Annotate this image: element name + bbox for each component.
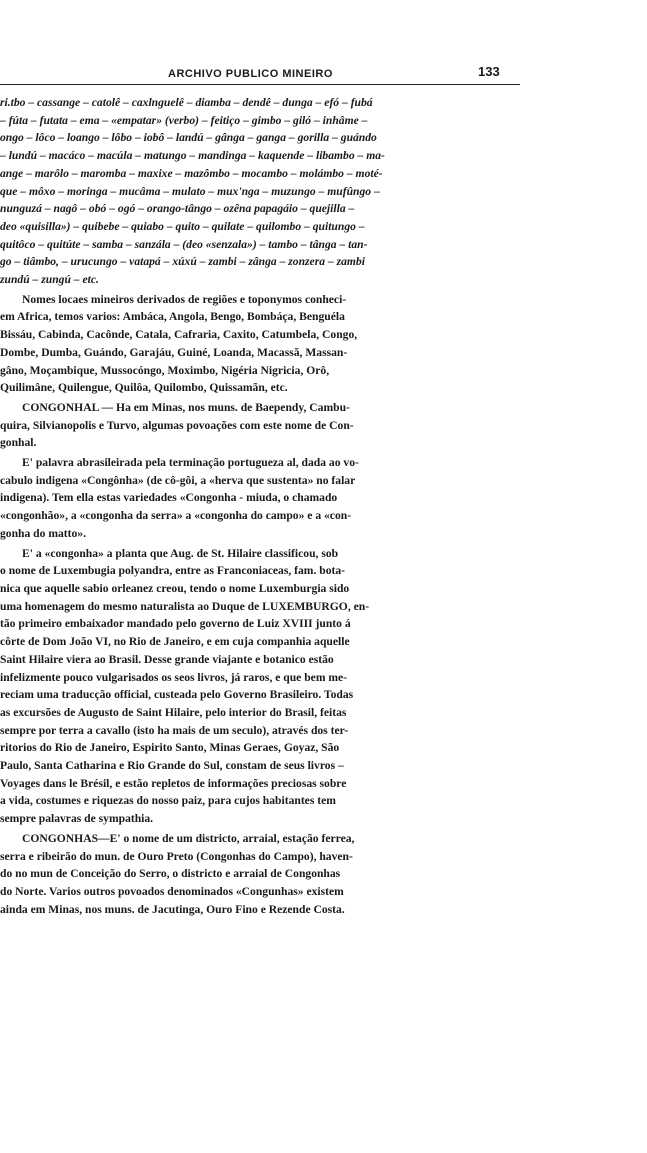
text-line: E' palavra abrasileirada pela terminação portugueza al, dada ao vo- bbox=[22, 456, 359, 470]
paragraph-congonhal bbox=[0, 399, 520, 452]
text-line: o nome de Luxembugia polyandra, entre as Franconiaceas, fam. bota- bbox=[0, 564, 346, 578]
text-line: quira, Silvianopolis e Turvo, algumas povoações com este nome de Con- bbox=[0, 418, 354, 432]
text-line: a vida, costumes e riquezas do nosso paiz, para cujos habitantes tem bbox=[0, 794, 336, 808]
paragraph-congonhas bbox=[0, 830, 520, 919]
word-list-line: – lundú – macáco – macúla – matungo – mandinga – kaquende – libambo – ma- bbox=[0, 149, 385, 163]
word-list-line: ange – marôlo – maromba – maxixe – mazômbo – mocambo – molámbo – moté- bbox=[0, 166, 383, 180]
paragraph-etymology bbox=[0, 454, 520, 543]
word-list-line: go – tiâmbo, – urucungo – vatapá – xúxú – zambi – zânga – zonzera – zambi bbox=[0, 255, 365, 269]
word-list-line: – fúta – futata – ema – «empatar» (verbo) – feitiço – gimbo – giló – inhâme – bbox=[0, 113, 368, 127]
text-line: cabulo indigena «Congônha» (de cô-gôi, a «herva que sustenta» no falar bbox=[0, 473, 356, 487]
text-line: indigena). Tem ella estas variedades «Congonha - miuda, o chamado bbox=[0, 491, 338, 505]
text-line: côrte de Dom João VI, no Rio de Janeiro, e em cuja companhia aquelle bbox=[0, 635, 350, 649]
paragraph-toponyms bbox=[0, 291, 520, 397]
text-line: CONGONHAS—E' o nome de um districto, arraial, estação ferrea, bbox=[22, 831, 355, 845]
word-list-line: deo «quisilla») – quibebe – quiabo – quito – quilate – quilombo – quitungo – bbox=[0, 219, 365, 233]
text-line: E' a «congonha» a planta que Aug. de St. Hilaire classificou, sob bbox=[22, 546, 339, 560]
text-line: CONGONHAL — Ha em Minas, nos muns. de Baependy, Cambu- bbox=[22, 400, 350, 414]
text-line: infelizmente pouco vulgarisados os seos livros, já raros, e que bem me- bbox=[0, 670, 348, 684]
paragraph-saint-hilaire bbox=[0, 545, 520, 828]
text-line: as excursões de Augusto de Saint Hilaire, pelo interior do Brasil, feitas bbox=[0, 705, 347, 719]
word-list-line: quitôco – quitúte – samba – sanzála – (deo «senzala») – tambo – tânga – tan- bbox=[0, 237, 368, 251]
text-line: sempre palavras de sympathia. bbox=[0, 812, 154, 826]
text-line: uma homenagem do mesmo naturalista ao Duque de LUXEMBURGO, en- bbox=[0, 599, 370, 613]
text-line: reciam uma traducção official, custeada pelo Governo Brasileiro. Todas bbox=[0, 688, 354, 702]
word-list-line: ri.tbo – cassange – catolê – caxlnguelê – diamba – dendê – dunga – efó – fubá bbox=[0, 96, 373, 109]
text-line: do no mun de Conceição do Serro, o districto e arraial de Congonhas bbox=[0, 867, 341, 881]
text-line: Dombe, Dumba, Guándo, Garajáu, Guiné, Loanda, Macassã, Massan- bbox=[0, 345, 348, 359]
word-list-line: ongo – lôco – loango – lôbo – iobô – landú – gânga – ganga – gorilla – guándo bbox=[0, 131, 377, 145]
text-line: Quilimâne, Quilengue, Quilôa, Quilombo, Quissamãn, etc. bbox=[0, 381, 288, 395]
text-line: do Norte. Varios outros povoados denominados «Congunhas» existem bbox=[0, 884, 344, 898]
text-line: Voyages dans le Brésil, e estão repletos de informações preciosas sobre bbox=[0, 776, 347, 790]
text-line: tão primeiro embaixador mandado pelo governo de Luiz XVIII junto á bbox=[0, 617, 351, 631]
text-line: serra e ribeirão do mun. de Ouro Preto (Congonhas do Campo), haven- bbox=[0, 849, 353, 863]
word-list bbox=[0, 94, 520, 289]
text-line: ainda em Minas, nos muns. de Jacutinga, Ouro Fino e Rezende Costa. bbox=[0, 902, 345, 916]
text-line: Bissáu, Cabinda, Cacônde, Catala, Cafraria, Caxito, Catumbela, Congo, bbox=[0, 328, 358, 342]
text-line: gonha do matto». bbox=[0, 526, 86, 540]
word-list-line: zundú – zungú – etc. bbox=[0, 273, 99, 287]
text-line: Saint Hilaire viera ao Brasil. Desse grande viajante e botanico estão bbox=[0, 652, 334, 666]
word-list-line: que – môxo – moringa – mucâma – mulato – mux'nga – muzungo – mufûngo – bbox=[0, 184, 380, 198]
text-line: nica que aquelle sabio orleanez creou, tendo o nome Luxemburgia sido bbox=[0, 581, 350, 595]
text-line: gonhal. bbox=[0, 436, 37, 450]
text-line: em Africa, temos varios: Ambáca, Angola, Bengo, Bombáça, Benguéla bbox=[0, 310, 345, 324]
text-line: «congonhão», a «congonha da serra» a «congonha do campo» e a «con- bbox=[0, 509, 352, 523]
text-line: gâno, Moçambique, Mussocóngo, Moximbo, Nigéria Nigricia, Orô, bbox=[0, 363, 330, 377]
page-number: 133 bbox=[478, 64, 500, 79]
text-line: Paulo, Santa Catharina e Rio Grande do Sul, constam de seus livros – bbox=[0, 759, 344, 773]
page-header bbox=[0, 62, 520, 85]
running-title: ARCHIVO PUBLICO MINEIRO bbox=[168, 68, 333, 80]
text-line: Nomes locaes mineiros derivados de regiões e toponymos conheci- bbox=[22, 292, 347, 306]
text-line: sempre por terra a cavallo (isto ha mais de um seculo), através dos ter- bbox=[0, 723, 349, 737]
main-text bbox=[0, 291, 520, 919]
word-list-line: nunguzá – nagô – obó – ogó – orango-tângo – ozêna papagáio – quejilla – bbox=[0, 202, 355, 216]
text-line: ritorios do Rio de Janeiro, Espirito Santo, Minas Geraes, Goyaz, São bbox=[0, 741, 340, 755]
body-text bbox=[0, 94, 520, 918]
